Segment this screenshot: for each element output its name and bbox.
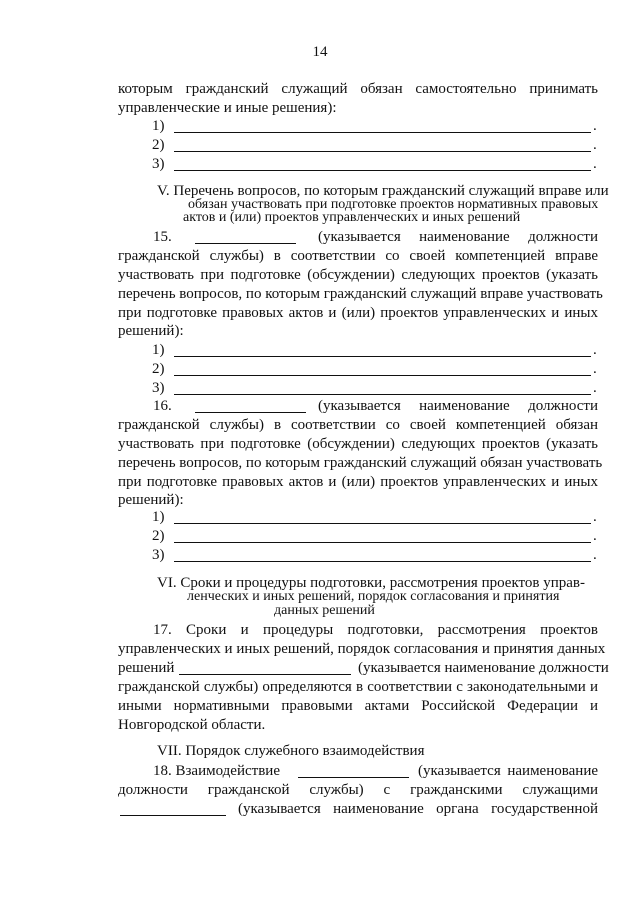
list-end-mark: . [593, 509, 597, 525]
text-line: иными нормативными правовыми актами Российской Федерации и [118, 698, 598, 714]
list-marker: 2) [152, 528, 165, 544]
blank-field[interactable] [174, 342, 591, 357]
list-item [152, 341, 597, 359]
paragraph-number: 16. [153, 398, 172, 414]
list-end-mark: . [593, 380, 597, 396]
text-line: управленческие и иные решения): [118, 100, 337, 116]
text-line: при подготовке правовых актов и (или) проектов управленческих и иных [118, 474, 598, 490]
blank-field[interactable] [174, 547, 591, 562]
list-item [152, 360, 597, 378]
blank-field[interactable] [174, 361, 591, 376]
text-fragment: (указывается наименование должности [318, 229, 598, 245]
list-marker: 3) [152, 156, 165, 172]
text-fragment: (указывается наименование органа государственной [238, 801, 598, 817]
text-line: гражданской службы) в соответствии со своей компетенцией вправе [118, 248, 598, 264]
text-line: участвовать при подготовке (обсуждении) следующих проектов (указать [118, 267, 598, 283]
text-line: при подготовке правовых актов и (или) проектов управленческих и иных [118, 305, 598, 321]
blank-field[interactable] [174, 118, 591, 133]
text-line: решений): [118, 323, 184, 339]
list-item [152, 527, 597, 545]
list-item [152, 136, 597, 154]
text-line: перечень вопросов, по которым гражданский служащий вправе участвовать [118, 286, 603, 302]
blank-field[interactable] [120, 801, 226, 816]
list-item [152, 546, 597, 564]
text-line: решений): [118, 492, 184, 508]
list-marker: 3) [152, 380, 165, 396]
list-end-mark: . [593, 342, 597, 358]
list-end-mark: . [593, 137, 597, 153]
blank-field[interactable] [174, 509, 591, 524]
blank-field[interactable] [174, 528, 591, 543]
list-marker: 3) [152, 547, 165, 563]
section-heading: данных решений [274, 603, 375, 618]
list-end-mark: . [593, 118, 597, 134]
section-heading: VI. Сроки и процедуры подготовки, рассмотрения проектов управ- [157, 575, 585, 591]
list-marker: 1) [152, 509, 165, 525]
text-line: должности гражданской службы) с гражданскими служащими [118, 782, 598, 798]
blank-field[interactable] [174, 380, 591, 395]
list-item [152, 117, 597, 135]
text-line: Новгородской области. [118, 717, 266, 733]
blank-field[interactable] [179, 660, 351, 675]
section-heading: VII. Порядок служебного взаимодействия [157, 743, 425, 759]
list-item [152, 379, 597, 397]
blank-field[interactable] [195, 229, 296, 244]
section-heading: ленческих и иных решений, порядок согласования и принятия [187, 589, 560, 604]
page-number: 14 [312, 44, 328, 60]
text-fragment: (указывается наименование должности [358, 660, 609, 676]
list-item [152, 508, 597, 526]
text-fragment: (указывается наименование [418, 763, 598, 779]
section-heading: обязан участвовать при подготовке проектов нормативных правовых [188, 197, 599, 212]
text-line: перечень вопросов, по которым гражданский служащий обязан участвовать [118, 455, 603, 471]
text-line: 17. Сроки и процедуры подготовки, рассмотрения проектов [153, 622, 598, 638]
text-fragment: решений [118, 660, 175, 676]
blank-field[interactable] [174, 156, 591, 171]
text-line: участвовать при подготовке (обсуждении) следующих проектов (указать [118, 436, 598, 452]
text-line: гражданской службы) определяются в соответствии с законодательными и [118, 679, 598, 695]
list-end-mark: . [593, 528, 597, 544]
text-line: гражданской службы) в соответствии со своей компетенцией обязан [118, 417, 598, 433]
list-marker: 2) [152, 137, 165, 153]
text-fragment: (указывается наименование должности [318, 398, 598, 414]
blank-field[interactable] [195, 398, 306, 413]
list-marker: 1) [152, 342, 165, 358]
text-line: которым гражданский служащий обязан самостоятельно принимать [118, 81, 598, 97]
text-fragment: 18. Взаимодействие [153, 763, 280, 779]
blank-field[interactable] [174, 137, 591, 152]
blank-field[interactable] [298, 763, 409, 778]
list-marker: 2) [152, 361, 165, 377]
paragraph-number: 15. [153, 229, 172, 245]
text-line: управленческих и иных решений, порядок согласования и принятия данных [118, 641, 606, 657]
section-heading: V. Перечень вопросов, по которым гражданский служащий вправе или [157, 183, 609, 199]
list-end-mark: . [593, 361, 597, 377]
list-item [152, 155, 597, 173]
list-marker: 1) [152, 118, 165, 134]
list-end-mark: . [593, 156, 597, 172]
section-heading: актов и (или) проектов управленческих и иных решений [183, 210, 521, 225]
list-end-mark: . [593, 547, 597, 563]
